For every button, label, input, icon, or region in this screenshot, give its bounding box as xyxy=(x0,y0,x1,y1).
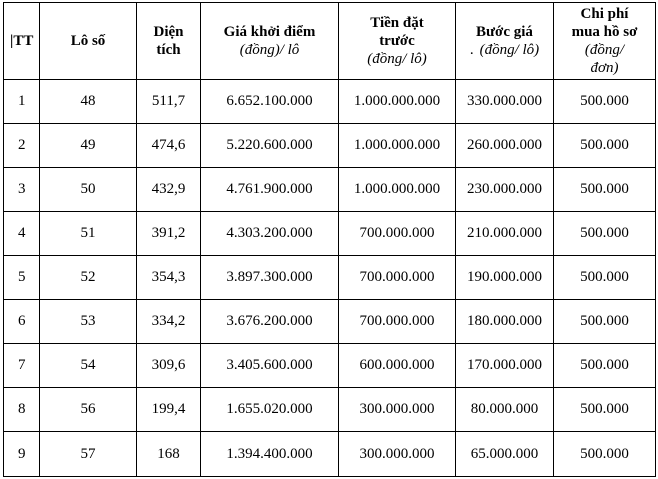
cell-area: 474,6 xyxy=(137,124,201,168)
cell-start-price: 4.303.200.000 xyxy=(201,212,339,256)
cell-step: 170.000.000 xyxy=(456,344,554,388)
cell-lot: 57 xyxy=(40,432,137,477)
cell-tt: 2 xyxy=(4,124,40,168)
cell-area: 199,4 xyxy=(137,388,201,432)
cell-lot: 53 xyxy=(40,300,137,344)
auction-price-table xyxy=(3,2,656,477)
cell-lot: 56 xyxy=(40,388,137,432)
cell-fee: 500.000 xyxy=(554,168,656,212)
cell-tt: 8 xyxy=(4,388,40,432)
table-row xyxy=(4,388,656,432)
cell-start-price: 6.652.100.000 xyxy=(201,80,339,124)
cell-deposit: 700.000.000 xyxy=(339,212,456,256)
cell-area: 354,3 xyxy=(137,256,201,300)
cell-deposit: 300.000.000 xyxy=(339,388,456,432)
cell-start-price: 3.897.300.000 xyxy=(201,256,339,300)
cell-area: 168 xyxy=(137,432,201,477)
cell-step: 260.000.000 xyxy=(456,124,554,168)
cell-area: 309,6 xyxy=(137,344,201,388)
cell-tt: 7 xyxy=(4,344,40,388)
cell-step: 210.000.000 xyxy=(456,212,554,256)
cell-fee: 500.000 xyxy=(554,212,656,256)
cell-deposit: 1.000.000.000 xyxy=(339,168,456,212)
cell-step: 330.000.000 xyxy=(456,80,554,124)
cell-area: 334,2 xyxy=(137,300,201,344)
table-row xyxy=(4,256,656,300)
table-row xyxy=(4,300,656,344)
header-tt: |TT xyxy=(4,3,40,80)
header-row xyxy=(4,3,656,80)
header-fee: Chi phí mua hồ sơ (đồng/ đơn) xyxy=(554,3,656,80)
cell-tt: 5 xyxy=(4,256,40,300)
table-row xyxy=(4,168,656,212)
cell-fee: 500.000 xyxy=(554,124,656,168)
table-row xyxy=(4,124,656,168)
cell-deposit: 600.000.000 xyxy=(339,344,456,388)
table-row xyxy=(4,344,656,388)
cell-lot: 54 xyxy=(40,344,137,388)
table-row xyxy=(4,432,656,477)
cell-deposit: 300.000.000 xyxy=(339,432,456,477)
cell-area: 511,7 xyxy=(137,80,201,124)
cell-fee: 500.000 xyxy=(554,388,656,432)
cell-step: 190.000.000 xyxy=(456,256,554,300)
header-start-price: Giá khởi điểm (đồng)/ lô xyxy=(201,3,339,80)
cell-lot: 50 xyxy=(40,168,137,212)
cell-step: 65.000.000 xyxy=(456,432,554,477)
cell-tt: 3 xyxy=(4,168,40,212)
cell-start-price: 1.655.020.000 xyxy=(201,388,339,432)
cell-fee: 500.000 xyxy=(554,344,656,388)
header-lot: Lô số xyxy=(40,3,137,80)
cell-tt: 6 xyxy=(4,300,40,344)
table-row xyxy=(4,212,656,256)
cell-start-price: 4.761.900.000 xyxy=(201,168,339,212)
cell-area: 391,2 xyxy=(137,212,201,256)
cell-lot: 49 xyxy=(40,124,137,168)
cell-deposit: 1.000.000.000 xyxy=(339,80,456,124)
cell-lot: 48 xyxy=(40,80,137,124)
cell-tt: 4 xyxy=(4,212,40,256)
cell-fee: 500.000 xyxy=(554,432,656,477)
table-row xyxy=(4,80,656,124)
cell-fee: 500.000 xyxy=(554,300,656,344)
cell-start-price: 3.405.600.000 xyxy=(201,344,339,388)
cell-fee: 500.000 xyxy=(554,256,656,300)
cell-tt: 9 xyxy=(4,432,40,477)
cell-step: 230.000.000 xyxy=(456,168,554,212)
cell-start-price: 3.676.200.000 xyxy=(201,300,339,344)
cell-start-price: 1.394.400.000 xyxy=(201,432,339,477)
cell-lot: 52 xyxy=(40,256,137,300)
cell-deposit: 700.000.000 xyxy=(339,300,456,344)
cell-fee: 500.000 xyxy=(554,80,656,124)
header-step: Bước giá . (đồng/ lô) xyxy=(456,3,554,80)
cell-area: 432,9 xyxy=(137,168,201,212)
cell-step: 80.000.000 xyxy=(456,388,554,432)
cell-tt: 1 xyxy=(4,80,40,124)
cell-deposit: 700.000.000 xyxy=(339,256,456,300)
cell-step: 180.000.000 xyxy=(456,300,554,344)
cell-lot: 51 xyxy=(40,212,137,256)
cell-start-price: 5.220.600.000 xyxy=(201,124,339,168)
header-area: Diện tích xyxy=(137,3,201,80)
cell-deposit: 1.000.000.000 xyxy=(339,124,456,168)
header-deposit: Tiền đặt trước (đồng/ lô) xyxy=(339,3,456,80)
